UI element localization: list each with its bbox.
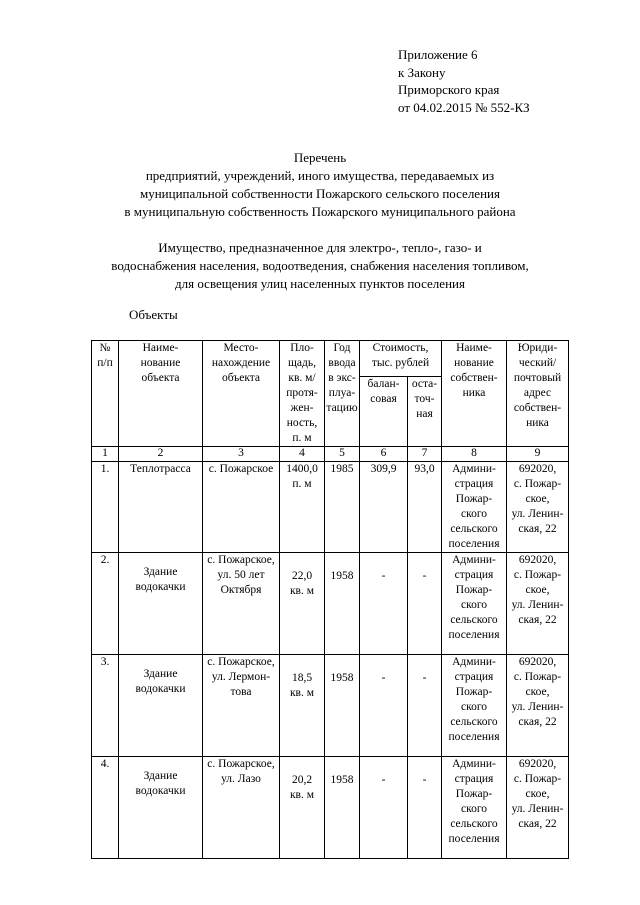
cell-area: 18,5 кв. м (280, 655, 325, 757)
cell-year: 1958 (325, 553, 360, 655)
cell-num: 1. (92, 462, 119, 553)
table-row (92, 757, 569, 859)
cell-year: 1985 (325, 462, 360, 553)
header-location: Место- нахождение объекта (203, 341, 280, 447)
header-row (92, 341, 569, 377)
cell-num: 2. (92, 553, 119, 655)
cell-owner: Админи- страция Пожар- ского сельского поселения (442, 462, 507, 553)
header-num: № п/п (92, 341, 119, 447)
cell-address: 692020, с. Пожар- ское, ул. Ленин- ская, 22 (507, 462, 569, 553)
cell-area: 20,2 кв. м (280, 757, 325, 859)
cell-address: 692020, с. Пожар- ское, ул. Ленин- ская, 22 (507, 757, 569, 859)
cell-owner: Админи- страция Пожар- ского сельского поселения (442, 553, 507, 655)
cell-location: с. Пожарское, ул. Лермон- това (203, 655, 280, 757)
column-number: 9 (507, 447, 569, 462)
column-number: 8 (442, 447, 507, 462)
cell-location: с. Пожарское, ул. 50 лет Октября (203, 553, 280, 655)
cell-residual: 93,0 (408, 462, 442, 553)
header-owner: Наиме- нование собствен- ника (442, 341, 507, 447)
column-number: 6 (360, 447, 408, 462)
cell-residual: - (408, 655, 442, 757)
document-title (0, 149, 640, 221)
title-heading: Перечень (293, 150, 347, 165)
header-address: Юриди- ческий/ почтовый адрес собствен- ника (507, 341, 569, 447)
cell-residual: - (408, 757, 442, 859)
column-number: 7 (408, 447, 442, 462)
column-number: 5 (325, 447, 360, 462)
cell-owner: Админи- страция Пожар- ского сельского поселения (442, 757, 507, 859)
header-name: Наиме- нование объекта (119, 341, 203, 447)
cell-address: 692020, с. Пожар- ское, ул. Ленин- ская, 22 (507, 655, 569, 757)
cell-location: с. Пожарское (203, 462, 280, 553)
table-row (92, 553, 569, 655)
cell-balance: - (360, 655, 408, 757)
header-cost-residual: оста- точ- ная (408, 377, 442, 447)
cell-balance: - (360, 757, 408, 859)
cell-year: 1958 (325, 757, 360, 859)
cell-year: 1958 (325, 655, 360, 757)
appendix-date: от 04.02.2015 № 552-КЗ (398, 99, 530, 115)
cell-address: 692020, с. Пожар- ское, ул. Ленин- ская, 22 (507, 553, 569, 655)
cell-name: Здание водокачки (119, 757, 203, 859)
header-area: Пло- щадь, кв. м/ протя- жен- ность, п. м (280, 341, 325, 447)
cell-owner: Админи- страция Пожар- ского сельского поселения (442, 655, 507, 757)
column-number: 3 (203, 447, 280, 462)
header-year: Год ввода в экс- плуа- тацию (325, 341, 360, 447)
cell-name: Здание водокачки (119, 655, 203, 757)
appendix-number: Приложение 6 (398, 47, 478, 62)
table-row (92, 655, 569, 757)
column-number: 4 (280, 447, 325, 462)
objects-table (91, 340, 569, 859)
title-line: в муниципальную собственность Пожарского муниципального района (124, 204, 516, 219)
property-description (0, 239, 640, 293)
cell-balance: - (360, 553, 408, 655)
column-number-row (92, 447, 569, 462)
cell-name: Здание водокачки (119, 553, 203, 655)
appendix-region: Приморского края (398, 82, 500, 97)
header-cost-balance: балан- совая (360, 377, 408, 447)
cell-balance: 309,9 (360, 462, 408, 553)
cell-area: 22,0 кв. м (280, 553, 325, 655)
cell-area: 1400,0 п. м (280, 462, 325, 553)
table-row (92, 462, 569, 553)
section-label: Объекты (129, 307, 178, 322)
appendix-law: к Закону (398, 64, 446, 80)
cell-residual: - (408, 553, 442, 655)
table-body (92, 341, 569, 859)
description-line: Имущество, предназначенное для электро-, тепло-, газо- и (158, 240, 482, 255)
description-line: для освещения улиц населенных пунктов поселения (175, 276, 465, 291)
cell-num: 3. (92, 655, 119, 757)
header-cost: Стоимость, тыс. рублей (360, 341, 442, 377)
cell-name: Теплотрасса (119, 462, 203, 553)
column-number: 1 (92, 447, 119, 462)
title-line: муниципальной собственности Пожарского сельского поселения (140, 186, 500, 201)
title-line: предприятий, учреждений, иного имущества, передаваемых из (145, 168, 495, 183)
appendix-reference (398, 46, 530, 116)
column-number: 2 (119, 447, 203, 462)
cell-location: с. Пожарское, ул. Лазо (203, 757, 280, 859)
description-line: водоснабжения населения, водоотведения, снабжения населения топливом, (111, 258, 529, 273)
cell-num: 4. (92, 757, 119, 859)
